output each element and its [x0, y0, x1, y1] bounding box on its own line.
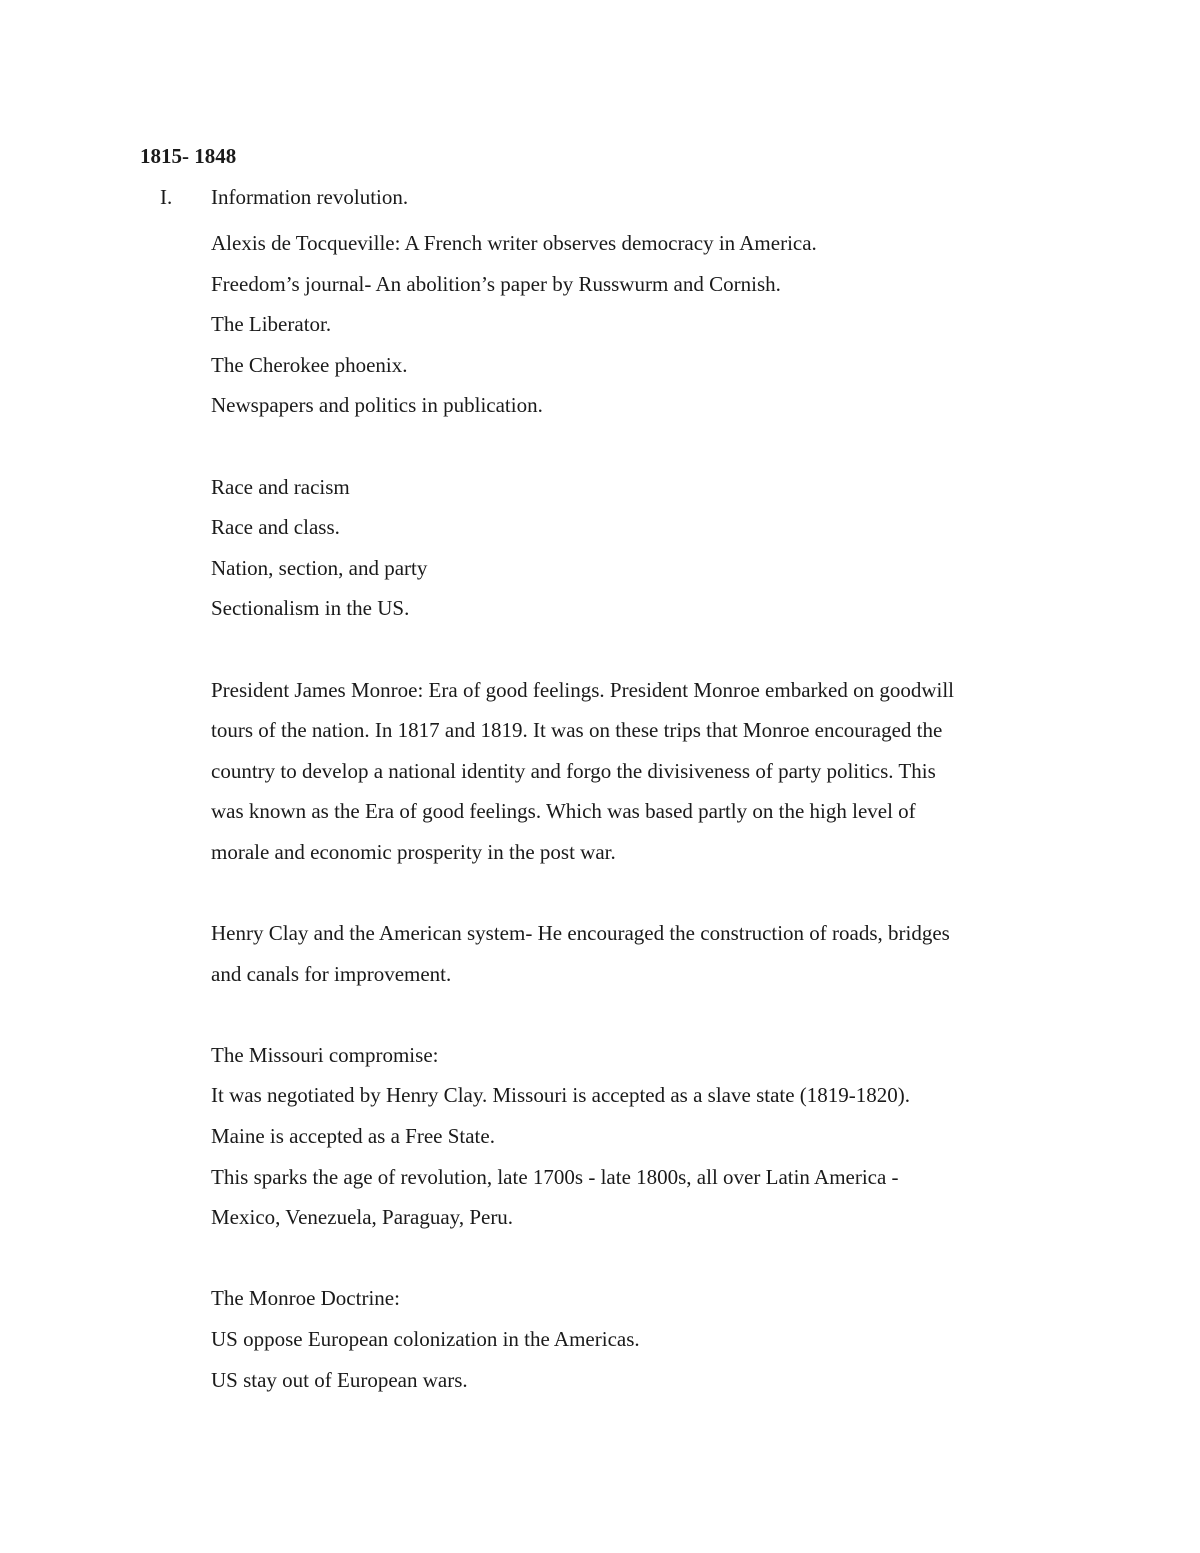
text-line: and canals for improvement.: [211, 961, 452, 986]
text-line: The Liberator.: [211, 312, 332, 337]
monroe-doctrine-section: [211, 1278, 1071, 1400]
missouri-compromise-section: [211, 1035, 1071, 1238]
text-line: President James Monroe: Era of good feelings. President Monroe embarked on goodwill: [211, 677, 955, 702]
paragraph-gap: [211, 629, 1071, 670]
outline-title: Information revolution.: [211, 185, 409, 209]
text-line: This sparks the age of revolution, late 1700s - late 1800s, all over Latin America -: [211, 1164, 899, 1189]
paragraph-gap: [211, 426, 1071, 467]
text-line: The Cherokee phoenix.: [211, 352, 408, 377]
paragraph-gap: [211, 994, 1071, 1035]
paragraph-gap: [211, 873, 1071, 914]
text-line: Mexico, Venezuela, Paraguay, Peru.: [211, 1205, 514, 1230]
text-line: Maine is accepted as a Free State.: [211, 1124, 495, 1149]
text-line: Sectionalism in the US.: [211, 596, 410, 621]
text-line: country to develop a national identity and forgo the divisiveness of party politics. This: [211, 758, 936, 783]
text-line: US oppose European colonization in the Americas.: [211, 1327, 640, 1352]
text-line: Newspapers and politics in publication.: [211, 393, 543, 418]
text-line: Race and racism: [211, 474, 350, 499]
race-list: [211, 467, 1071, 629]
monroe-era-paragraph: [211, 670, 1071, 873]
text-line: tours of the nation. In 1817 and 1819. It was on these trips that Monroe encouraged the: [211, 718, 943, 743]
text-line: The Missouri compromise:: [211, 1042, 439, 1067]
paragraph-gap: [211, 1238, 1071, 1279]
text-line: It was negotiated by Henry Clay. Missouri is accepted as a slave state (1819-1820).: [211, 1083, 911, 1108]
document-body: [211, 223, 1071, 1400]
text-line: Race and class.: [211, 515, 340, 540]
text-line: Freedom’s journal- An abolition’s paper by Russwurm and Cornish.: [211, 271, 781, 296]
text-line: Nation, section, and party: [211, 555, 428, 580]
info-revolution-list: [211, 223, 1071, 426]
clay-system-paragraph: [211, 913, 1071, 994]
text-line: The Monroe Doctrine:: [211, 1286, 400, 1311]
document-heading: 1815- 1848: [140, 144, 237, 168]
outline-number: I.: [160, 185, 173, 209]
text-line: Alexis de Tocqueville: A French writer observes democracy in America.: [211, 231, 817, 255]
text-line: was known as the Era of good feelings. Which was based partly on the high level of: [211, 799, 916, 824]
text-line: US stay out of European wars.: [211, 1367, 468, 1392]
text-line: morale and economic prosperity in the post war.: [211, 839, 616, 864]
text-line: Henry Clay and the American system- He encouraged the construction of roads, bridges: [211, 921, 950, 946]
